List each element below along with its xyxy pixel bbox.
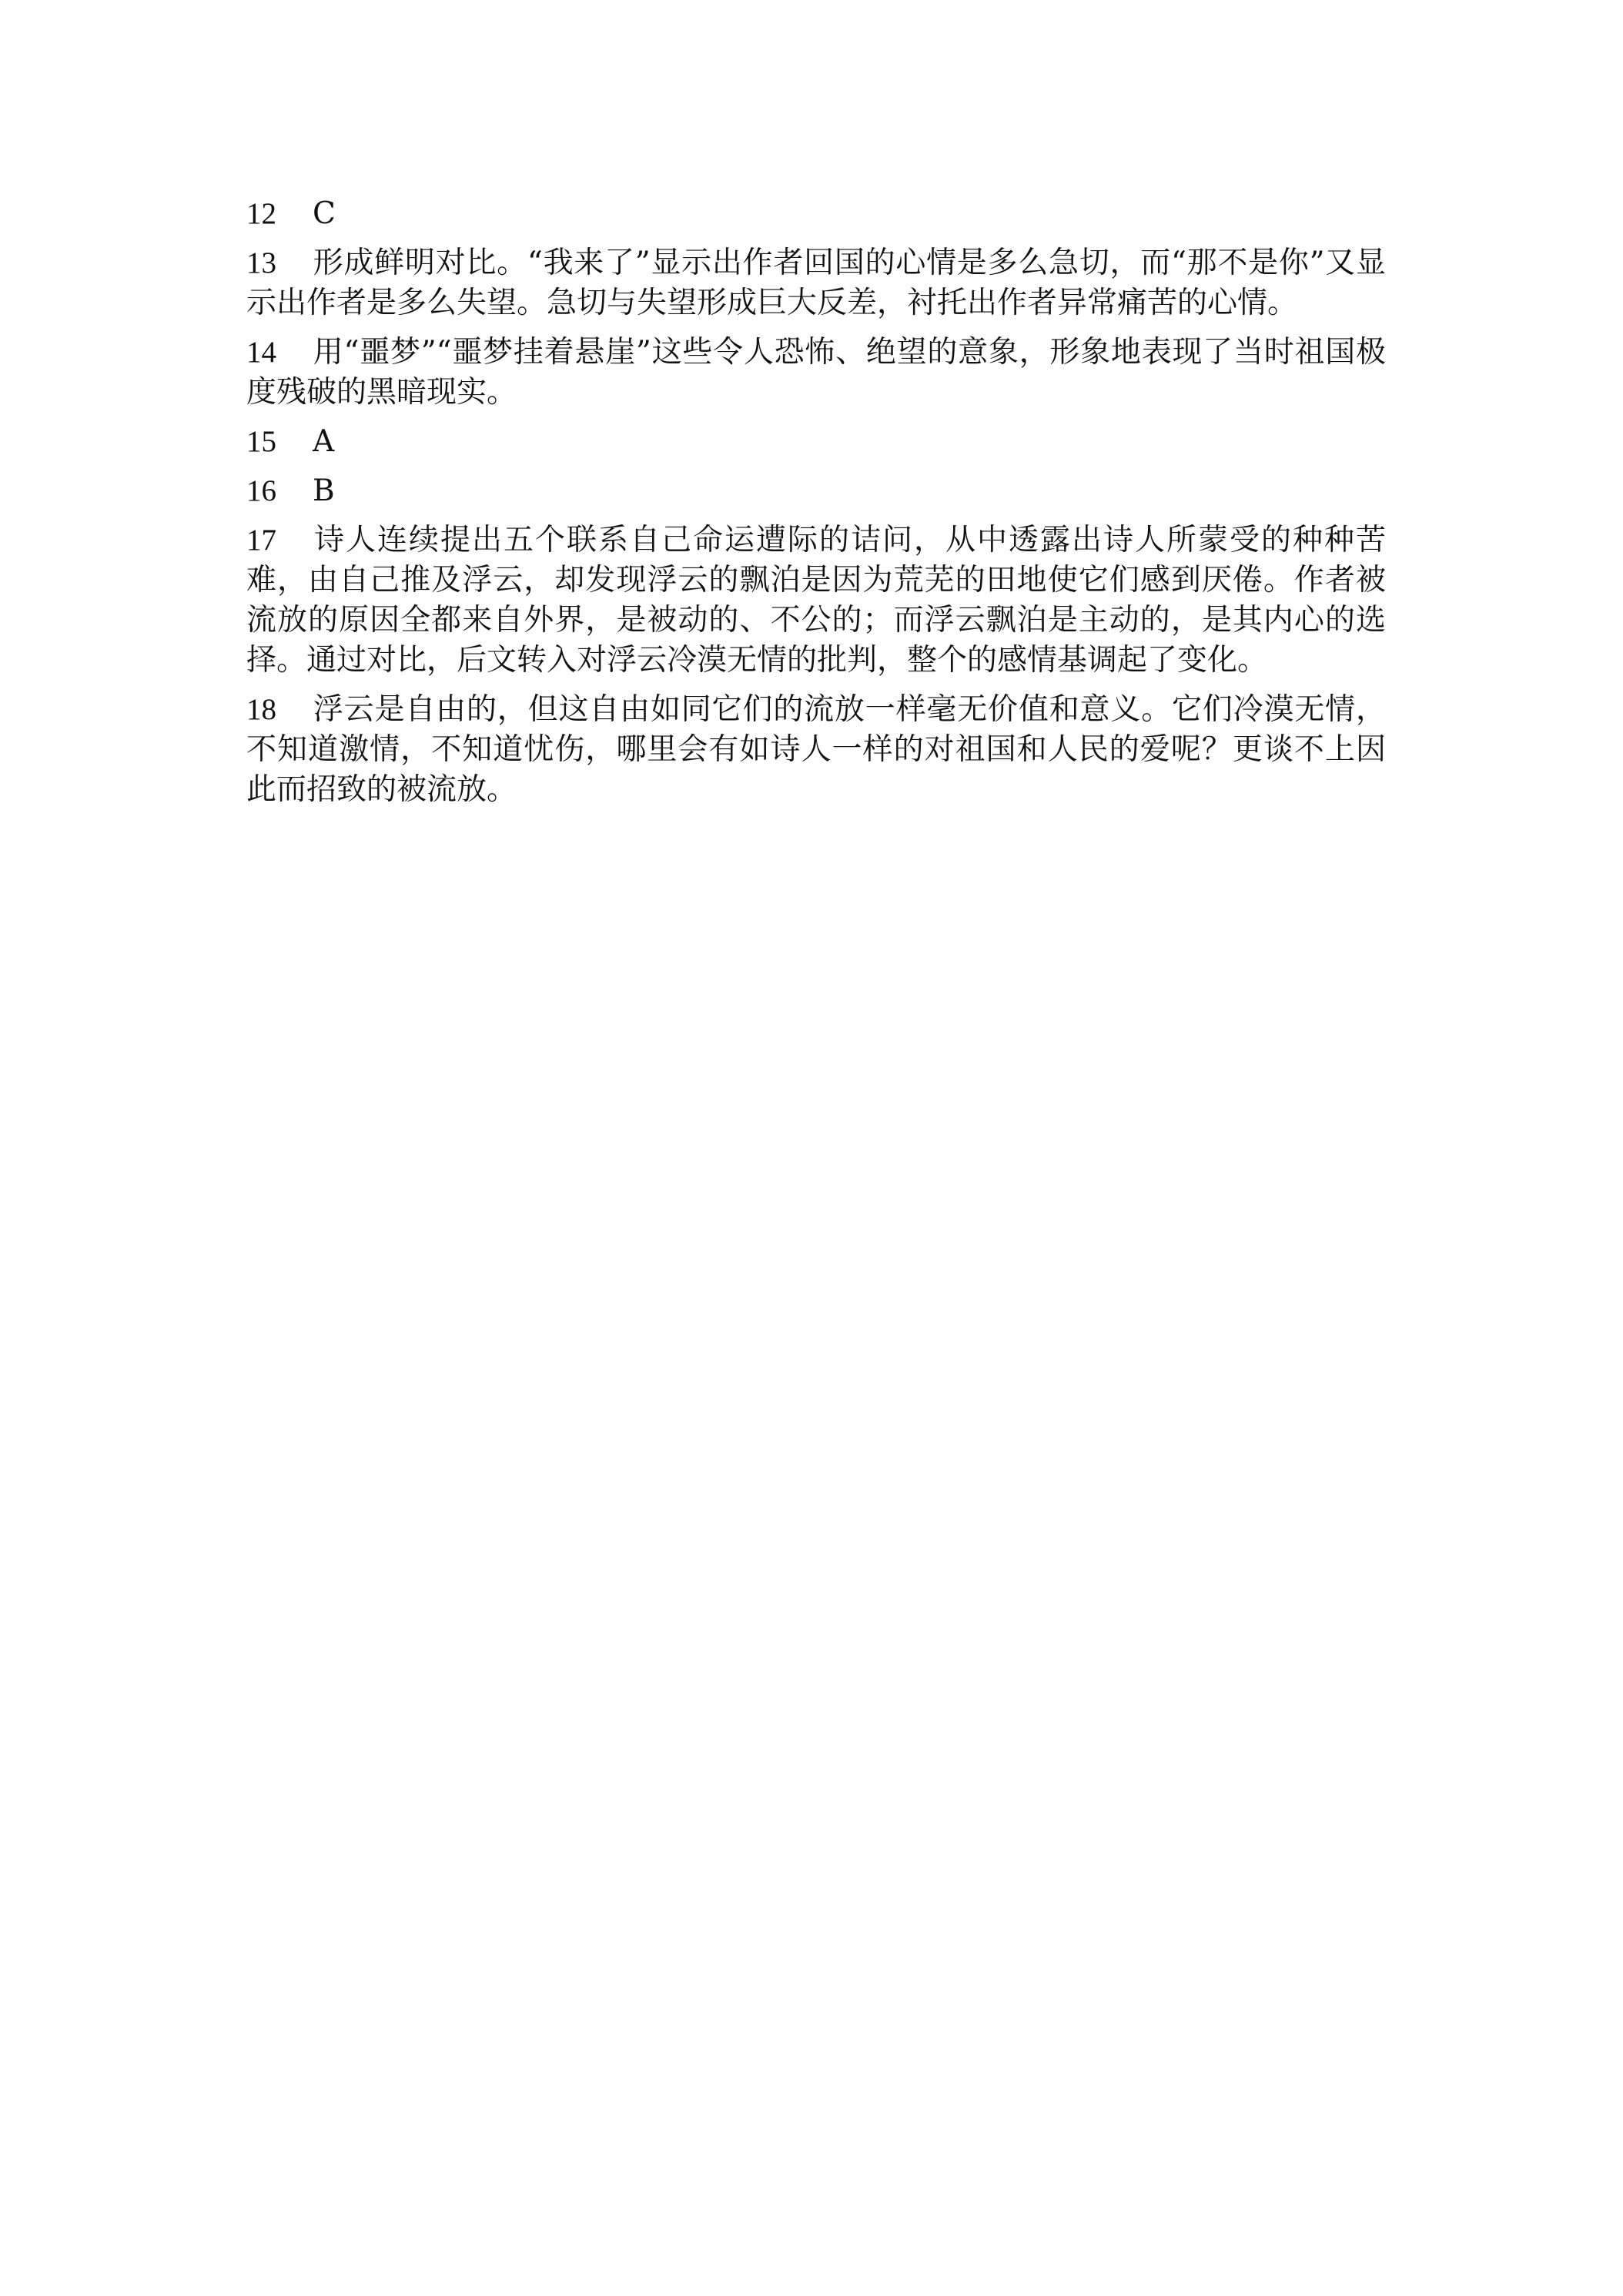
answer-item <box>246 243 1386 323</box>
answer-item <box>246 520 1386 681</box>
answer-item <box>246 194 1386 234</box>
answer-number: 14 <box>246 336 276 369</box>
answer-item <box>246 471 1386 511</box>
answer-text: 形成鲜明对比。“我来了”显示出作者回国的心情是多么急切，而“那不是你”又显示出作者是多么失望。急切与失望形成巨大反差，衬托出作者异常痛苦的心情。 <box>246 246 1386 320</box>
answer-text: B <box>313 474 335 508</box>
answer-item <box>246 333 1386 413</box>
answer-text: 浮云是自由的，但这自由如同它们的流放一样毫无价值和意义。它们冷漠无情，不知道激情，不知道忧伤，哪里会有如诗人一样的对祖国和人民的爱呢？更谈不上因此而招致的被流放。 <box>246 692 1386 807</box>
answer-text: 用“噩梦”“噩梦挂着悬崖”这些令人恐怖、绝望的意象，形象地表现了当时祖国极度残破的黑暗现实。 <box>246 335 1386 410</box>
answer-list <box>246 194 1386 819</box>
answer-number: 15 <box>246 425 276 458</box>
answer-text: 诗人连续提出五个联系自己命运遭际的诘问，从中透露出诗人所蒙受的种种苦难，由自己推及浮云，却发现浮云的飘泊是因为荒芜的田地使它们感到厌倦。作者被流放的原因全都来自外界，是被动的、不公的；而浮云飘泊是主动的，是其内心的选择。通过对比，后文转入对浮云冷漠无情的批判，整个的感情基调起了变化。 <box>246 523 1386 678</box>
answer-number: 12 <box>246 197 276 230</box>
answer-item <box>246 422 1386 462</box>
answer-number: 18 <box>246 693 276 726</box>
answer-text: A <box>313 424 335 459</box>
answer-text: C <box>313 196 336 231</box>
answer-number: 13 <box>246 246 276 279</box>
answer-number: 17 <box>246 524 276 557</box>
answer-item <box>246 690 1386 810</box>
answer-number: 16 <box>246 474 276 507</box>
